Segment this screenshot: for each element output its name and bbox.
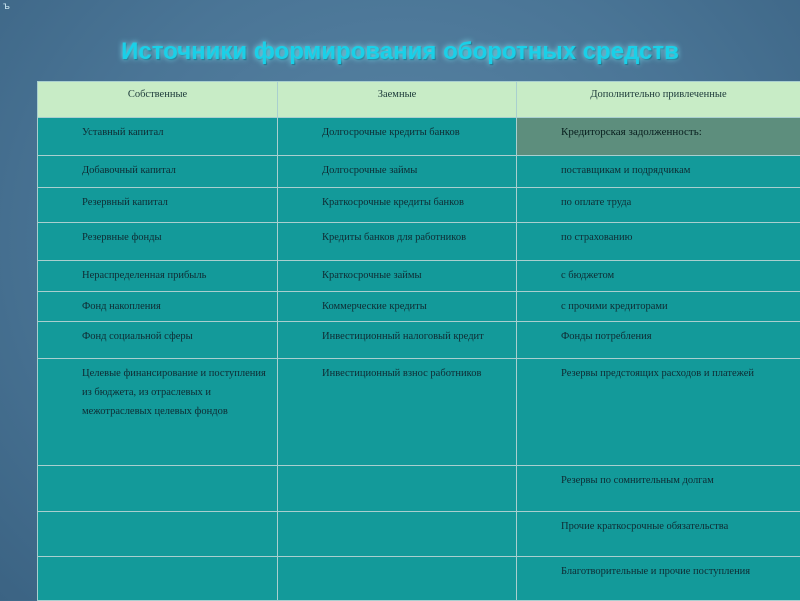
table-cell bbox=[278, 466, 517, 512]
sources-table bbox=[37, 81, 800, 601]
column-header-borrowed: Заемные bbox=[278, 82, 517, 118]
table-row bbox=[38, 322, 800, 359]
table-cell: Долгосрочные займы bbox=[278, 156, 517, 188]
table-row bbox=[38, 118, 800, 156]
table-cell: Прочие краткосрочные обязательства bbox=[517, 512, 800, 557]
table-row bbox=[38, 359, 800, 466]
table-cell bbox=[38, 466, 278, 512]
table-row bbox=[38, 292, 800, 322]
corner-mark: ъ bbox=[3, 1, 10, 12]
table-cell: Коммерческие кредиты bbox=[278, 292, 517, 322]
table-cell: Кредиторская задолженность: bbox=[517, 118, 800, 156]
table-cell: Нераспределенная прибыль bbox=[38, 261, 278, 292]
table-cell: Резервные фонды bbox=[38, 223, 278, 261]
table-cell: по оплате труда bbox=[517, 188, 800, 223]
table-cell: Целевые финансирование и поступления из бюджета, из отраслевых и межотраслевых целевых фондов bbox=[38, 359, 278, 466]
table-row bbox=[38, 156, 800, 188]
table-row bbox=[38, 223, 800, 261]
column-header-own: Собственные bbox=[38, 82, 278, 118]
table-cell: Резервы по сомнительным долгам bbox=[517, 466, 800, 512]
table-cell: Фонды потребления bbox=[517, 322, 800, 359]
table-cell: поставщикам и подрядчикам bbox=[517, 156, 800, 188]
table-cell bbox=[38, 557, 278, 601]
table-cell: Инвестиционный взнос работников bbox=[278, 359, 517, 466]
table-row bbox=[38, 512, 800, 557]
table-cell: Фонд социальной сферы bbox=[38, 322, 278, 359]
table-row bbox=[38, 466, 800, 512]
table-row bbox=[38, 261, 800, 292]
table-cell: Долгосрочные кредиты банков bbox=[278, 118, 517, 156]
table-cell: с бюджетом bbox=[517, 261, 800, 292]
table-cell: Добавочный капитал bbox=[38, 156, 278, 188]
slide-title: Источники формирования оборотных средств bbox=[0, 38, 800, 66]
table-cell: Краткосрочные займы bbox=[278, 261, 517, 292]
table-cell bbox=[278, 512, 517, 557]
table-row bbox=[38, 557, 800, 601]
table-header-row bbox=[38, 82, 800, 118]
table-cell: Резервы предстоящих расходов и платежей bbox=[517, 359, 800, 466]
table-cell: Краткосрочные кредиты банков bbox=[278, 188, 517, 223]
table-cell: Благотворительные и прочие поступления bbox=[517, 557, 800, 601]
table-cell: Резервный капитал bbox=[38, 188, 278, 223]
table-cell bbox=[38, 512, 278, 557]
table-cell: с прочими кредиторами bbox=[517, 292, 800, 322]
table-cell: Инвестиционный налоговый кредит bbox=[278, 322, 517, 359]
table-cell bbox=[278, 557, 517, 601]
table-cell: Кредиты банков для работников bbox=[278, 223, 517, 261]
table-cell: Фонд накопления bbox=[38, 292, 278, 322]
table-cell: по страхованию bbox=[517, 223, 800, 261]
table-row bbox=[38, 188, 800, 223]
column-header-attracted: Дополнительно привлеченные bbox=[517, 82, 800, 118]
table-cell: Уставный капитал bbox=[38, 118, 278, 156]
